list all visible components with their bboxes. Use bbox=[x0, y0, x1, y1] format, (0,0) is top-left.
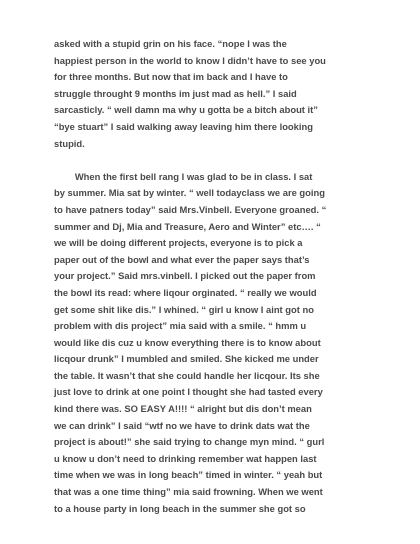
text-line: to have patners today” said Mrs.Vinbell. Everyone groaned. “ bbox=[54, 203, 327, 215]
text-line: problem with dis project” mia said with a smile. “ hmm u bbox=[54, 320, 307, 332]
paragraph-2 bbox=[54, 169, 374, 517]
text-line: that was a one time thing” mia said frowning. When we went bbox=[54, 486, 323, 498]
text-line: licqour drunk” I mumbled and smiled. She kicked me under bbox=[54, 353, 319, 365]
text-line: for three months. But now that im back and I have to bbox=[54, 71, 288, 83]
text-line: just love to drink at one point I thought she had tasted every bbox=[54, 386, 323, 398]
text-line: the bowl its read: where liqour orginated. “ really we would bbox=[54, 286, 317, 298]
text-line: struggle throught 9 months im just mad as hell.” I said bbox=[54, 87, 297, 99]
text-line: we can drink” I said “wtf no we have to drink dats wat the bbox=[54, 419, 310, 431]
text-line: “bye stuart” I said walking away leaving him there looking bbox=[54, 120, 313, 132]
text-line: sarcasticly. “ well damn ma why u gotta be a bitch about it” bbox=[54, 104, 318, 116]
text-line: u know u don’t need to drinking remember wat happen last bbox=[54, 452, 317, 464]
text-line: the table. It wasn’t that she could handle her licqour. Its she bbox=[54, 369, 320, 381]
text-line: asked with a stupid grin on his face. “nope I was the bbox=[54, 38, 287, 49]
text-line: kind there was. SO EASY A!!!! “ alright but dis don’t mean bbox=[54, 403, 312, 415]
text-line: summer and Dj, Mia and Treasure, Aero and Winter” etc…. “ bbox=[54, 220, 321, 232]
text-line: When the first bell rang I was glad to be in class. I sat bbox=[54, 170, 313, 182]
text-line: your project.” Said mrs.vinbell. I picked out the paper from bbox=[54, 270, 316, 282]
paragraph-1 bbox=[54, 36, 374, 152]
text-line: paper out of the bowl and what ever the paper says that’s bbox=[54, 253, 310, 265]
text-line: to a house party in long beach in the summer she got so bbox=[54, 502, 306, 514]
text-line: stupid. bbox=[54, 137, 85, 149]
text-line: by summer. Mia sat by winter. “ well todayclass we are going bbox=[54, 187, 325, 199]
body-text bbox=[54, 36, 374, 517]
text-line: time when we was in long beach” timed in winter. “ yeah but bbox=[54, 469, 323, 481]
text-line: we will be doing different projects, everyone is to pick a bbox=[54, 237, 303, 249]
text-line: project is about!” she said trying to change myn mind. “ gurl bbox=[54, 436, 325, 448]
text-line: would like dis cuz u know everything there is to know about bbox=[54, 336, 321, 348]
text-line: happiest person in the world to know I didn’t have to see you bbox=[54, 54, 326, 66]
text-line: get some shit like dis.” I whined. “ girl u know I aint got no bbox=[54, 303, 314, 315]
